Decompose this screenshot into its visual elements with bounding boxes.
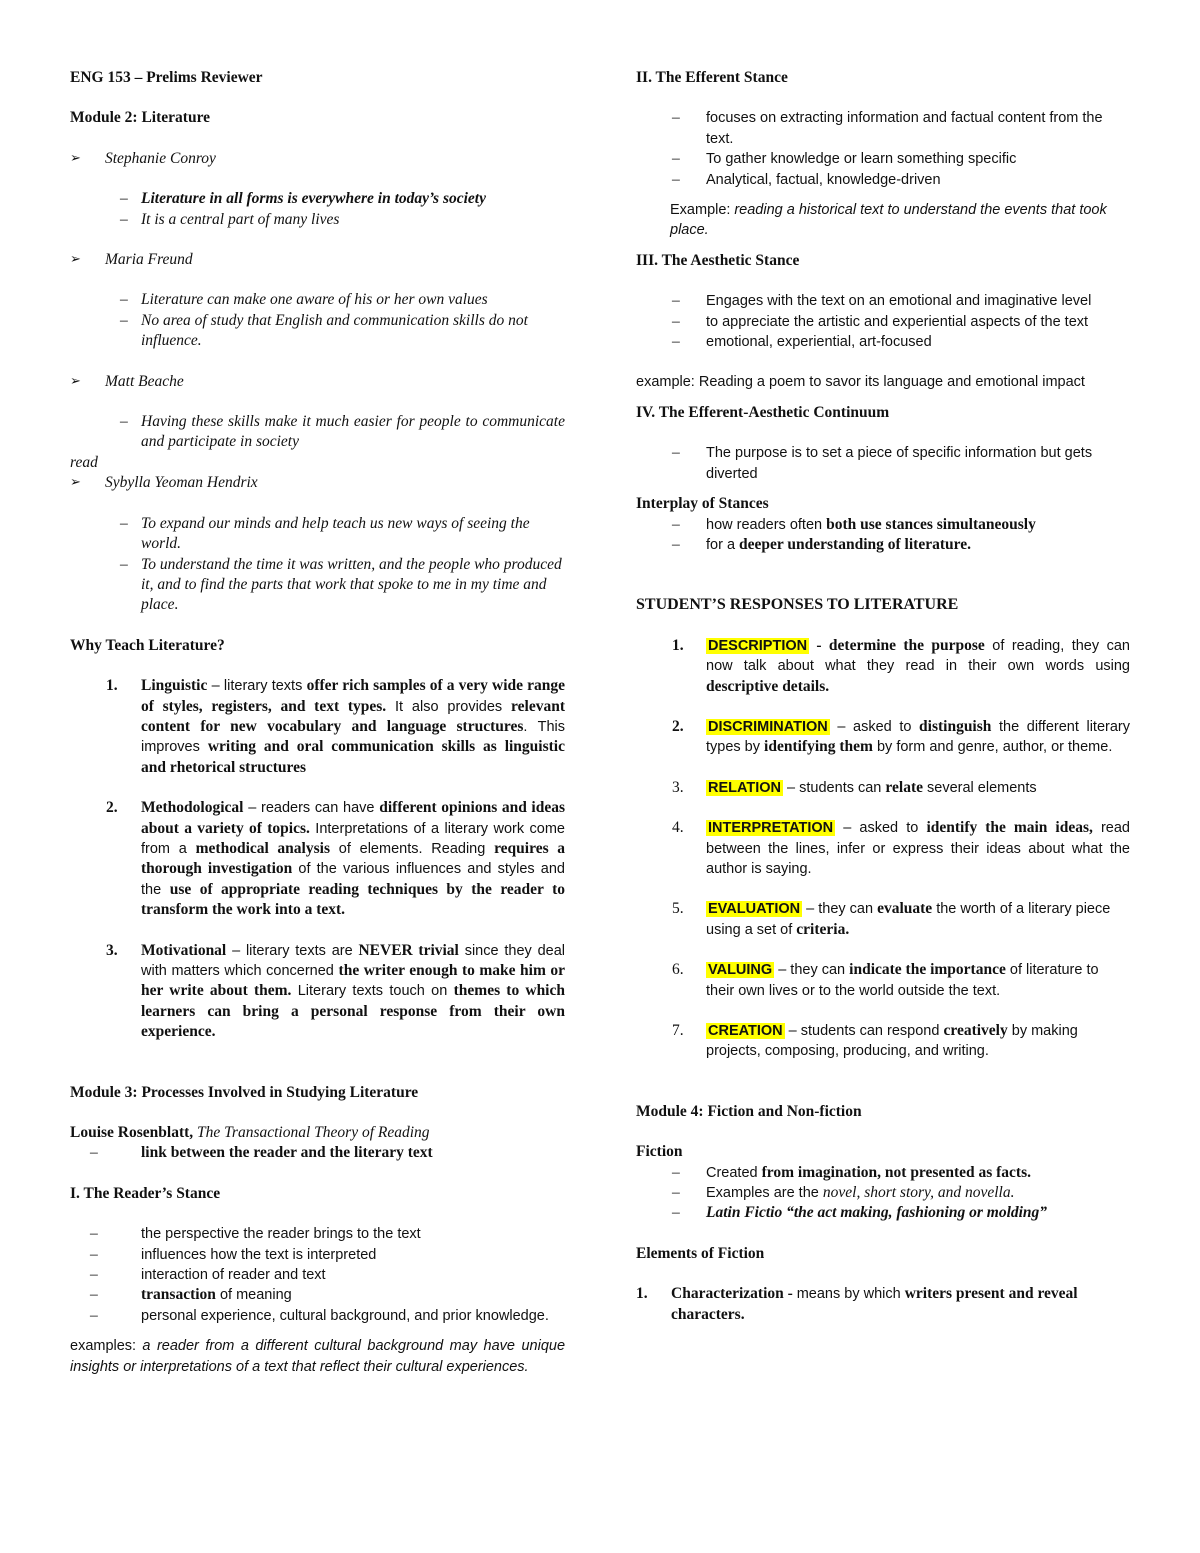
example-text: a reader from a different cultural background may have unique insights or interpretations of a text that reflect their cultural experiences.	[70, 1338, 566, 1375]
dash-bullet: –	[90, 1306, 98, 1324]
person-name: Sybylla Yeoman Hendrix	[105, 474, 258, 492]
point-text: interaction of reader and text	[141, 1267, 326, 1284]
point-text: The purpose is to set a piece of specific information but gets diverted	[706, 445, 1093, 482]
text-run: – literary texts are	[226, 942, 359, 959]
text-run: requires a thorough investigation	[141, 839, 565, 878]
point-text: Engages with the text on an emotional and imaginative level	[706, 293, 1092, 310]
response-item	[636, 717, 1130, 758]
text-run: relevant content for new vocabulary and language structures	[141, 697, 565, 735]
list-number: 3.	[672, 778, 684, 796]
module-2-heading: Module 2: Literature	[70, 109, 211, 127]
list-item	[70, 1285, 565, 1305]
arrow-bullet-icon: ➢	[70, 150, 81, 166]
dash-bullet: –	[672, 1163, 680, 1181]
list-item	[636, 535, 1130, 555]
responses-heading: STUDENT’S RESPONSES TO LITERATURE	[636, 596, 959, 614]
text-run: NEVER trivial	[358, 941, 459, 959]
text-run: offer rich samples of a very wide range of styles, registers, and text types.	[141, 677, 565, 715]
text-run: – students can respond	[784, 1023, 944, 1039]
highlight-label: INTERPRETATION	[708, 820, 834, 837]
element-text	[636, 1284, 1130, 1325]
arrow-bullet-icon: ➢	[70, 252, 81, 268]
text-run: distinguish	[919, 717, 992, 735]
point-text: To understand the time it was written, and the people who produced it, and to find the parts that work that spoke to me in my time and place.	[141, 555, 562, 614]
text-run: by making projects, composing, producing, and writing.	[706, 1023, 1078, 1060]
reason-item	[70, 676, 565, 778]
point-text: No area of study that English and communication skills do not influence.	[141, 311, 528, 350]
example-label: examples:	[70, 1338, 137, 1355]
text-run: – asked to	[835, 820, 927, 837]
text-run: methodical analysis	[195, 839, 330, 857]
text-run: of literature to their own lives or to the world outside the text.	[706, 962, 1099, 999]
text-run: – they can	[802, 901, 878, 918]
list-item	[70, 1224, 565, 1244]
point-text: link between the reader and the literary text	[141, 1144, 433, 1162]
list-item	[636, 443, 1130, 484]
dash-bullet: –	[672, 1184, 680, 1202]
text-run: how readers often	[706, 516, 827, 533]
list-item	[70, 189, 565, 209]
point-text: Having these skills make it much easier for people to communicate and participate in society	[141, 413, 565, 451]
point-text: To gather knowledge or learn something specific	[706, 151, 1017, 168]
text-run: different opinions and ideas about a variety of topics.	[141, 799, 565, 837]
example-text: reading a historical text to understand the events that took place.	[670, 202, 1107, 239]
dash-bullet: –	[672, 150, 680, 168]
response-text	[636, 636, 1130, 697]
list-number: 3.	[106, 941, 118, 959]
person-entry	[70, 250, 565, 270]
element-name: Characterization	[671, 1285, 784, 1303]
list-item	[70, 1265, 565, 1285]
point-text: Literature in all forms is everywhere in today’s society	[141, 190, 486, 208]
dash-bullet: –	[90, 1286, 98, 1304]
text-run: creatively	[943, 1022, 1008, 1039]
interplay-heading: Interplay of Stances	[636, 495, 769, 513]
list-item	[636, 108, 1130, 149]
text-run: of elements. Reading	[329, 840, 495, 857]
module-3-heading: Module 3: Processes Involved in Studying Literature	[70, 1083, 419, 1101]
person-entry	[70, 149, 565, 169]
text-run: relate	[885, 778, 923, 796]
reason-item	[70, 941, 565, 1043]
text-run: both use stances simultaneously	[826, 515, 1036, 533]
text-run: novel, short story, and novella.	[822, 1184, 1015, 1202]
right-column	[636, 68, 1130, 1325]
point-text: To expand our minds and help teach us new ways of seeing the world.	[141, 514, 530, 553]
reason-text	[70, 676, 565, 778]
list-number: 2.	[106, 799, 118, 817]
person-name: Matt Beache	[105, 372, 184, 390]
rosenblatt-line	[70, 1123, 565, 1143]
text-run: the worth of a literary piece using a set of	[706, 901, 1111, 938]
author-name: Louise Rosenblatt,	[70, 1124, 198, 1142]
arrow-bullet-icon: ➢	[70, 475, 81, 491]
list-item	[70, 555, 565, 616]
highlight-label: DESCRIPTION	[708, 637, 808, 654]
response-item	[636, 899, 1130, 940]
text-run: – asked to	[829, 718, 920, 735]
list-number: 5.	[672, 900, 684, 918]
dash-bullet: –	[120, 555, 128, 573]
left-column	[70, 68, 565, 1377]
dash-bullet: –	[672, 444, 680, 462]
text-run: criteria.	[796, 920, 850, 938]
text-run: – literary texts	[207, 678, 307, 695]
response-text	[636, 717, 1130, 758]
text-run: Interpretations of a literary work come from a	[141, 820, 565, 857]
text-run: evaluate	[877, 900, 933, 918]
list-item	[636, 1163, 1130, 1183]
point-text: the perspective the reader brings to the text	[141, 1226, 421, 1243]
response-item	[636, 778, 1130, 798]
response-text	[636, 778, 1130, 798]
dash-bullet: –	[120, 190, 128, 208]
point-text	[636, 515, 1130, 535]
text-run: – students can	[783, 779, 886, 796]
efferent-heading: II. The Efferent Stance	[636, 69, 788, 86]
list-item	[70, 311, 565, 352]
efferent-example	[636, 200, 1130, 241]
list-number: 1.	[636, 1285, 648, 1303]
text-run: identify the main ideas,	[926, 819, 1093, 837]
response-text	[636, 960, 1130, 1001]
text-run: transaction	[141, 1286, 216, 1304]
aesthetic-heading: III. The Aesthetic Stance	[636, 251, 800, 269]
text-run: -	[783, 1285, 797, 1303]
point-text: Analytical, factual, knowledge-driven	[706, 171, 941, 188]
list-number: 1.	[106, 677, 118, 695]
text-run: . This improves	[141, 718, 565, 756]
dash-bullet: –	[672, 535, 680, 553]
text-run: writers present and reveal characters.	[671, 1285, 1078, 1323]
text-run: from imagination, not presented as facts.	[761, 1163, 1031, 1181]
dash-bullet: –	[90, 1225, 98, 1243]
readers-stance-heading: I. The Reader’s Stance	[70, 1184, 221, 1202]
text-run: read between the lines, infer or express their ideas about what the author is saying.	[706, 820, 1130, 877]
reason-text	[70, 941, 565, 1043]
point-text: personal experience, cultural background, and prior knowledge.	[141, 1307, 549, 1324]
dash-bullet: –	[672, 109, 680, 127]
list-item	[636, 515, 1130, 535]
element-item	[636, 1284, 1130, 1325]
list-item	[70, 412, 565, 453]
highlight-label: EVALUATION	[708, 901, 801, 918]
reason-name: Motivational	[141, 941, 227, 959]
text-run: use of appropriate reading techniques by the reader to transform the work into a text.	[141, 880, 565, 919]
arrow-bullet-icon: ➢	[70, 373, 81, 389]
list-item	[636, 312, 1130, 332]
dash-bullet: –	[672, 292, 680, 310]
why-teach-heading: Why Teach Literature?	[70, 636, 225, 654]
text-run: Created	[706, 1164, 762, 1181]
text-run: - determine the purpose	[809, 636, 985, 654]
list-item	[636, 291, 1130, 311]
reason-item	[70, 798, 565, 920]
point-text: to appreciate the artistic and experiential aspects of the text	[706, 313, 1089, 330]
dash-bullet: –	[120, 210, 128, 228]
text-run: of the various influences and styles and the	[141, 861, 565, 898]
aesthetic-example: example: Reading a poem to savor its language and emotional impact	[636, 374, 1085, 391]
stray-word: read	[70, 453, 98, 471]
list-number: 2.	[672, 717, 684, 735]
dash-bullet: –	[672, 515, 680, 533]
point-text	[636, 535, 1130, 555]
dash-bullet: –	[120, 514, 128, 532]
highlight-label: VALUING	[708, 962, 773, 979]
text-run: several elements	[922, 779, 1037, 796]
dash-bullet: –	[90, 1266, 98, 1284]
text-run: since they deal with matters which concerned	[141, 942, 565, 979]
list-item	[636, 332, 1130, 352]
point-text	[636, 1163, 1130, 1183]
dash-bullet: –	[120, 291, 128, 309]
text-run: for a	[706, 536, 740, 553]
point-text: Latin Fictio “the act making, fashioning or molding”	[706, 1204, 1048, 1222]
text-run: identifying them	[764, 738, 873, 756]
text-run: Examples are the	[706, 1185, 823, 1202]
text-run: the different literary types by	[706, 718, 1130, 756]
readers-stance-example	[70, 1336, 565, 1377]
list-item	[70, 1143, 565, 1163]
work-title: The Transactional Theory of Reading	[197, 1124, 430, 1142]
list-item	[70, 1245, 565, 1265]
dash-bullet: –	[672, 1204, 680, 1222]
dash-bullet: –	[120, 413, 128, 431]
fiction-heading: Fiction	[636, 1143, 683, 1161]
point-text: It is a central part of many lives	[141, 210, 340, 228]
person-entry	[70, 473, 565, 493]
list-item	[70, 1306, 565, 1326]
list-item	[70, 210, 565, 230]
point-text: emotional, experiential, art-focused	[706, 334, 932, 351]
response-item	[636, 636, 1130, 697]
text-run: Literary texts touch on	[291, 983, 454, 1000]
text-run: of reading, they can now talk about what they read in their own words using	[706, 637, 1130, 675]
response-text	[636, 1021, 1130, 1062]
point-text	[636, 1183, 1130, 1203]
text-run: indicate the importance	[849, 961, 1006, 979]
reason-name: Methodological	[141, 799, 244, 817]
text-run: It also provides	[386, 698, 512, 715]
elements-heading: Elements of Fiction	[636, 1244, 765, 1262]
module-4-heading: Module 4: Fiction and Non-fiction	[636, 1102, 862, 1120]
person-name: Stephanie Conroy	[105, 149, 216, 167]
person-name: Maria Freund	[105, 251, 193, 269]
response-item	[636, 1021, 1130, 1062]
highlight-label: CREATION	[708, 1023, 783, 1039]
list-item	[636, 1183, 1130, 1203]
response-item	[636, 818, 1130, 879]
list-item	[636, 1203, 1130, 1223]
list-item	[636, 149, 1130, 169]
list-number: 1.	[672, 636, 684, 654]
text-run: the writer enough to make him or her write about them.	[141, 962, 565, 1000]
text-run: means by which	[796, 1286, 905, 1303]
example-label: Example:	[670, 202, 731, 219]
text-run: themes to which learners can bring a personal response from their own experience.	[141, 982, 565, 1041]
dash-bullet: –	[90, 1245, 98, 1263]
text-run: descriptive details.	[706, 677, 830, 695]
text-run: – they can	[774, 962, 850, 979]
reason-name: Linguistic	[141, 677, 208, 695]
dash-bullet: –	[120, 311, 128, 329]
list-item	[636, 170, 1130, 190]
list-number: 7.	[672, 1022, 684, 1039]
dash-bullet: –	[672, 333, 680, 351]
dash-bullet: –	[672, 312, 680, 330]
point-text: Literature can make one aware of his or her own values	[141, 291, 488, 309]
point-text: focuses on extracting information and factual content from the text.	[706, 110, 1103, 147]
dash-bullet: –	[672, 170, 680, 188]
document-title: ENG 153 – Prelims Reviewer	[70, 69, 263, 86]
person-entry	[70, 372, 565, 392]
dash-bullet: –	[90, 1144, 98, 1162]
highlight-label: RELATION	[708, 779, 782, 796]
list-item	[70, 514, 565, 555]
text-run: – readers can have	[243, 800, 380, 817]
text-run: writing and oral communication skills as linguistic and rhetorical structures	[141, 738, 565, 776]
highlight-label: DISCRIMINATION	[708, 718, 828, 735]
point-text: influences how the text is interpreted	[141, 1246, 377, 1263]
reason-text	[70, 798, 565, 920]
text-run: of meaning	[215, 1287, 292, 1304]
response-text	[636, 818, 1130, 879]
point-text	[70, 1285, 565, 1305]
list-number: 4.	[672, 819, 684, 837]
text-run: by form and genre, author, or theme.	[872, 739, 1113, 756]
list-item	[70, 290, 565, 310]
continuum-heading: IV. The Efferent-Aesthetic Continuum	[636, 403, 890, 421]
text-run: deeper understanding of literature.	[739, 535, 971, 553]
list-number: 6.	[672, 961, 684, 979]
response-text	[636, 899, 1130, 940]
response-item	[636, 960, 1130, 1001]
